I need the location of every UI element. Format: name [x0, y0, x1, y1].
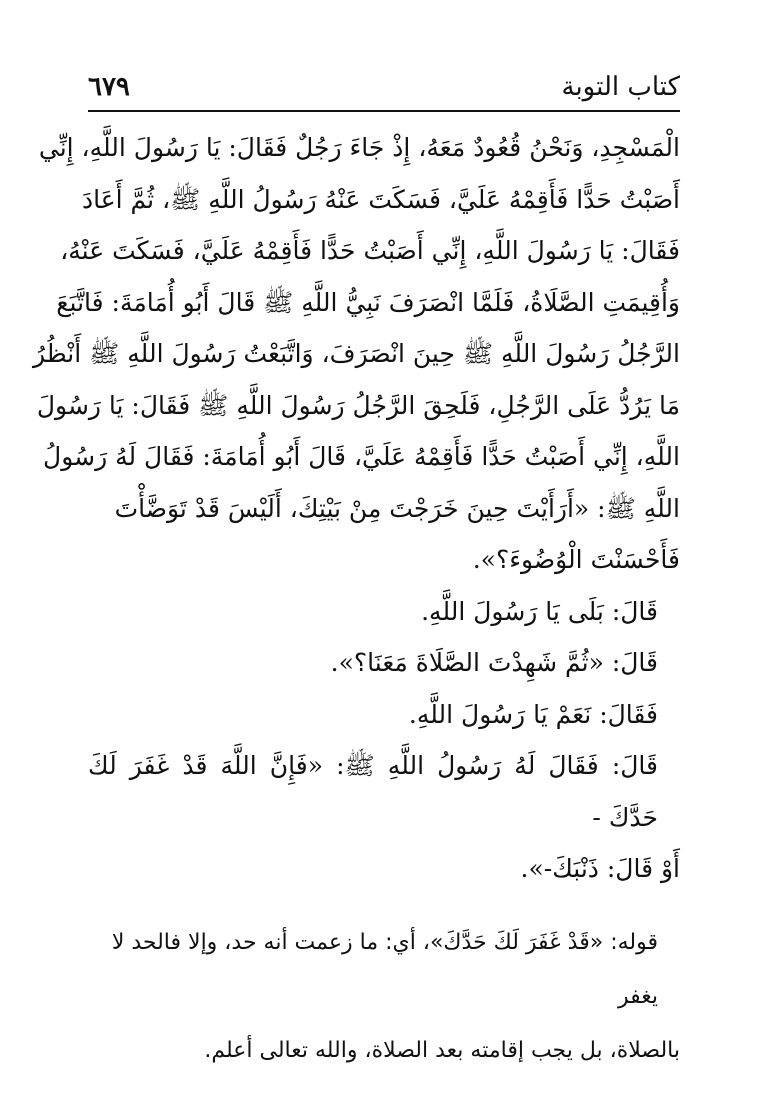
dialog-line: قَالَ: بَلَى يَا رَسُولَ اللَّهِ.: [421, 596, 658, 626]
text-line: فَأَحْسَنْتَ الْوُضُوءَ؟».: [472, 545, 680, 574]
text-line: اللَّهِ ﷺ: «أَرَأَيْتَ حِينَ خَرَجْتَ مِنْ بَيْتِكَ، أَلَيْسَ قَدْ تَوَضَّأْتَ: [114, 493, 680, 523]
header-divider: [88, 110, 680, 112]
dialog-line: قَالَ: «ثُمَّ شَهِدْتَ الصَّلَاةَ مَعَنَا؟».: [330, 648, 658, 677]
page-number: ٦٧٩: [88, 72, 130, 102]
text-line: مَا يَرُدُّ عَلَى الرَّجُلِ، فَلَحِقَ الرَّجُلُ رَسُولَ اللَّهِ ﷺ فَقَالَ: يَا رَسُولَ: [36, 390, 680, 420]
text-line: وَأُقِيمَتِ الصَّلَاةُ، فَلَمَّا انْصَرَفَ نَبِيُّ اللَّهِ ﷺ قَالَ أَبُو أُمَامَةَ: فَاتَّبَعَ: [56, 287, 680, 317]
closing-statement: [88, 740, 680, 895]
commentary-note: [88, 916, 680, 1078]
closing-line-2: أَوْ قَالَ: ذَنْبَكَ-».: [520, 854, 680, 883]
commentary-line-2: بالصلاة، بل يجب إقامته بعد الصلاة، والله تعالى أعلم.: [204, 1038, 680, 1063]
text-line: فَقَالَ: يَا رَسُولَ اللَّهِ، إِنِّي أَصَبْتُ حَدًّا فَأَقِمْهُ عَلَيَّ، فَسَكَتَ عَنْهُ،: [60, 236, 680, 265]
chapter-title: كتاب التوبة: [561, 72, 680, 102]
text-line: الرَّجُلُ رَسُولَ اللَّهِ ﷺ حِينَ انْصَرَفَ، وَاتَّبَعْتُ رَسُولَ اللَّهِ ﷺ أَنْظُرُ: [32, 339, 680, 368]
text-line: اللَّهِ، إِنِّي أَصَبْتُ حَدًّا فَأَقِمْهُ عَلَيَّ، قَالَ أَبُو أُمَامَةَ: فَقَالَ لَهُ رَسُولُ: [43, 442, 680, 471]
text-line: الْمَسْجِدِ، وَنَحْنُ قُعُودٌ مَعَهُ، إِذْ جَاءَ رَجُلٌ فَقَالَ: يَا رَسُولَ اللَّهِ، إِنِّي: [38, 133, 680, 162]
closing-line-1: قَالَ: فَقَالَ لَهُ رَسُولُ اللَّهِ ﷺ: «فَإِنَّ اللَّهَ قَدْ غَفَرَ لَكَ حَدَّكَ -: [88, 751, 658, 832]
page-header: [88, 70, 680, 106]
hadith-paragraph: [32, 122, 680, 586]
commentary-line-1: قوله: «قَدْ غَفَرَ لَكَ حَدَّكَ»، أي: ما زعمت أنه حد، وإلا فالحد لا يغفر: [111, 930, 658, 1009]
dialog-line: فَقَالَ: نَعَمْ يَا رَسُولَ اللَّهِ.: [408, 699, 658, 729]
hadith-text: [32, 122, 680, 895]
text-line: أَصَبْتُ حَدًّا فَأَقِمْهُ عَلَيَّ، فَسَكَتَ عَنْهُ رَسُولُ اللَّهِ ﷺ، ثُمَّ أَعَادَ: [81, 184, 680, 214]
commentary-paragraph: [88, 916, 680, 1078]
